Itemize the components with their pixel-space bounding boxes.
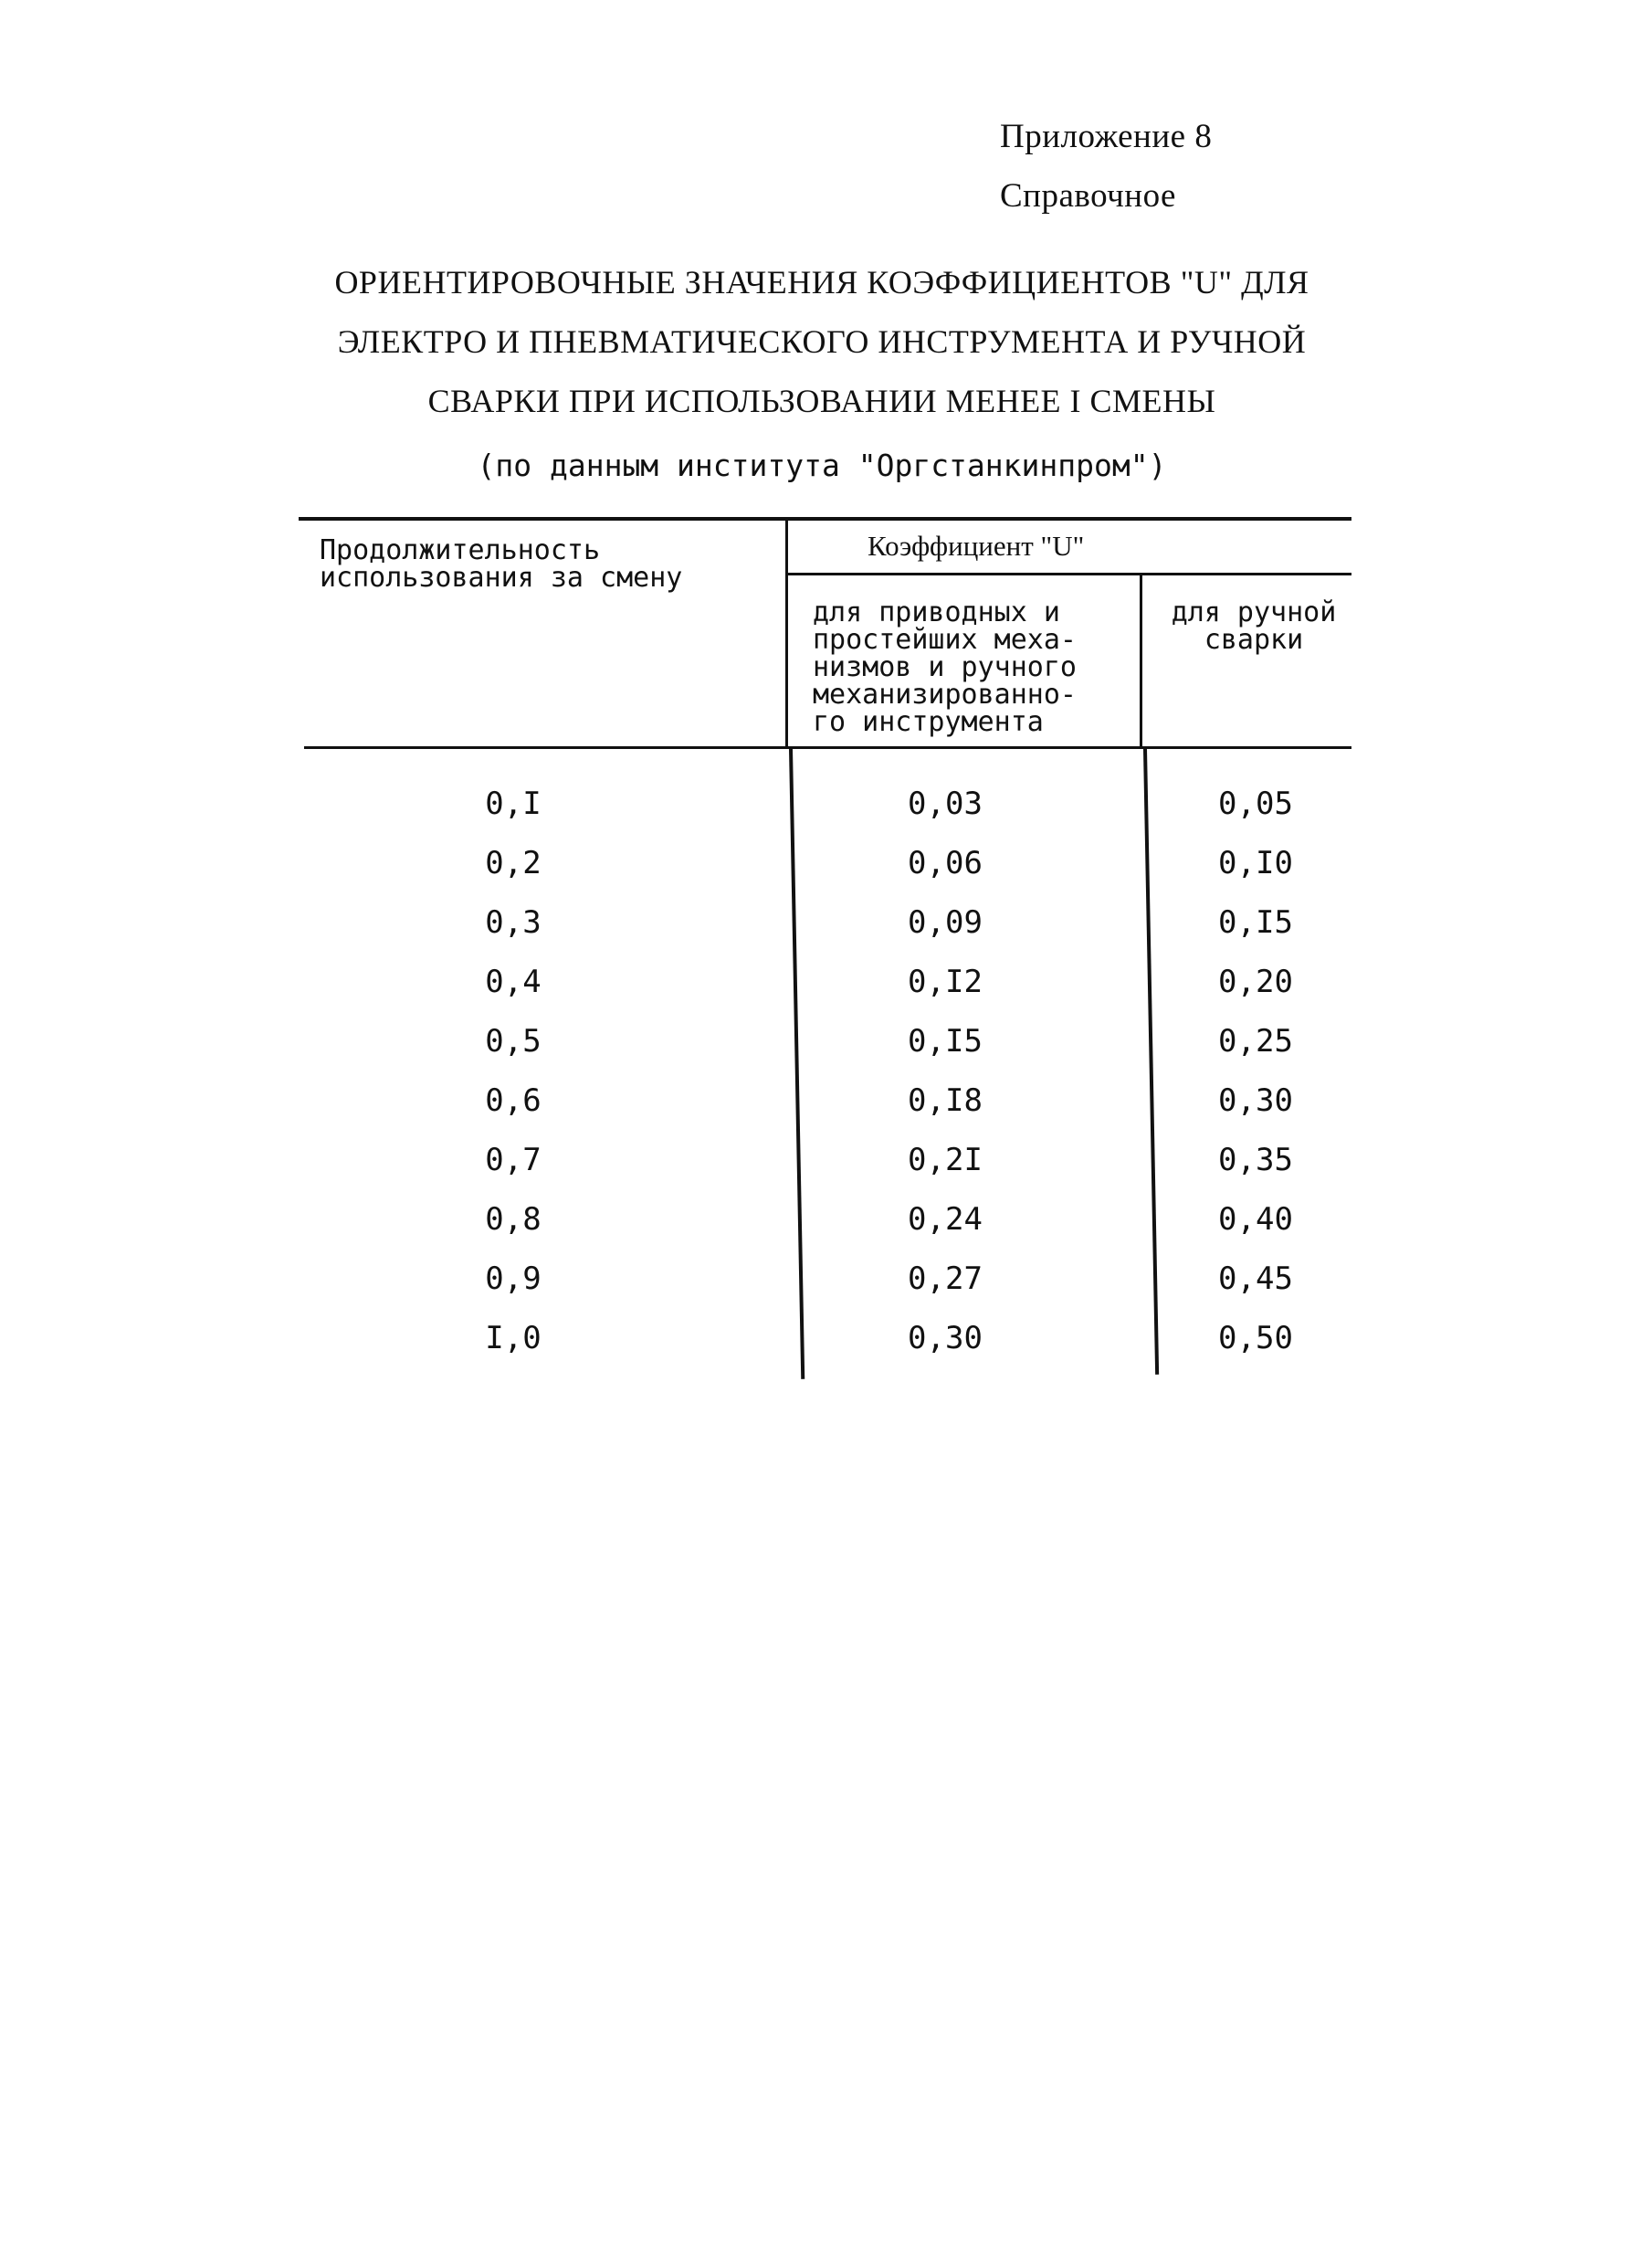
header-bottom-rule (304, 746, 1351, 749)
welding-coefficient-cell: 0,30 (1218, 1082, 1293, 1119)
column-divider-left-body (789, 749, 804, 1379)
data-source-note: (по данным института "Оргстанкинпром") (477, 448, 1167, 483)
duration-cell: I,0 (485, 1320, 542, 1356)
duration-cell: 0,9 (485, 1261, 542, 1297)
duration-cell: 0,5 (485, 1023, 542, 1060)
duration-cell: 0,7 (485, 1142, 542, 1178)
welding-coefficient-cell: 0,25 (1218, 1023, 1293, 1060)
duration-column-header: Продолжительность использования за смену (320, 534, 683, 594)
welding-coefficient-cell: 0,45 (1218, 1261, 1293, 1297)
mechanism-coefficient-cell: 0,2I (908, 1142, 983, 1178)
title-line-3: СВАРКИ ПРИ ИСПОЛЬЗОВАНИИ МЕНЕЕ I СМЕНЫ (427, 383, 1216, 419)
mechanism-coefficient-cell: 0,I8 (908, 1082, 983, 1119)
mechanism-coefficient-cell: 0,24 (908, 1201, 983, 1238)
welding-coefficient-cell: 0,I0 (1218, 845, 1293, 881)
duration-cell: 0,6 (485, 1082, 542, 1119)
mechanism-coefficient-cell: 0,06 (908, 845, 983, 881)
duration-cell: 0,4 (485, 964, 542, 1000)
mechanism-column-header: для приводных и простейших меха- низмов и ручного механизированно- го инструмента (813, 596, 1077, 738)
reference-category-label: Справочное (1000, 177, 1176, 215)
title-line-2: ЭЛЕКТРО И ПНЕВМАТИЧЕСКОГО ИНСТРУМЕНТА И РУЧНОЙ (337, 323, 1307, 360)
table-top-rule (299, 517, 1351, 521)
welding-coefficient-cell: 0,I5 (1218, 904, 1293, 941)
appendix-label: Приложение 8 (1000, 118, 1213, 155)
mechanism-coefficient-cell: 0,03 (908, 786, 983, 822)
welding-coefficient-cell: 0,05 (1218, 786, 1293, 822)
welding-coefficient-cell: 0,20 (1218, 964, 1293, 1000)
welding-coefficient-cell: 0,35 (1218, 1142, 1293, 1178)
welding-coefficient-cell: 0,40 (1218, 1201, 1293, 1238)
subheader-rule (787, 573, 1351, 575)
mechanism-coefficient-cell: 0,I5 (908, 1023, 983, 1060)
welding-coefficient-cell: 0,50 (1218, 1320, 1293, 1356)
mechanism-coefficient-cell: 0,30 (908, 1320, 983, 1356)
mechanism-coefficient-cell: 0,09 (908, 904, 983, 941)
coefficient-group-header: Коэффициент "U" (868, 530, 1085, 562)
duration-cell: 0,I (485, 786, 542, 822)
mechanism-coefficient-cell: 0,27 (908, 1261, 983, 1297)
duration-cell: 0,8 (485, 1201, 542, 1238)
duration-cell: 0,3 (485, 904, 542, 941)
duration-cell: 0,2 (485, 845, 542, 881)
mechanism-coefficient-cell: 0,I2 (908, 964, 983, 1000)
title-line-1: ОРИЕНТИРОВОЧНЫЕ ЗНАЧЕНИЯ КОЭФФИЦИЕНТОВ "U" ДЛЯ (334, 264, 1309, 301)
welding-column-header: для ручной сварки (1171, 596, 1337, 656)
column-divider-right-body (1143, 749, 1159, 1375)
column-divider-left (785, 521, 788, 749)
